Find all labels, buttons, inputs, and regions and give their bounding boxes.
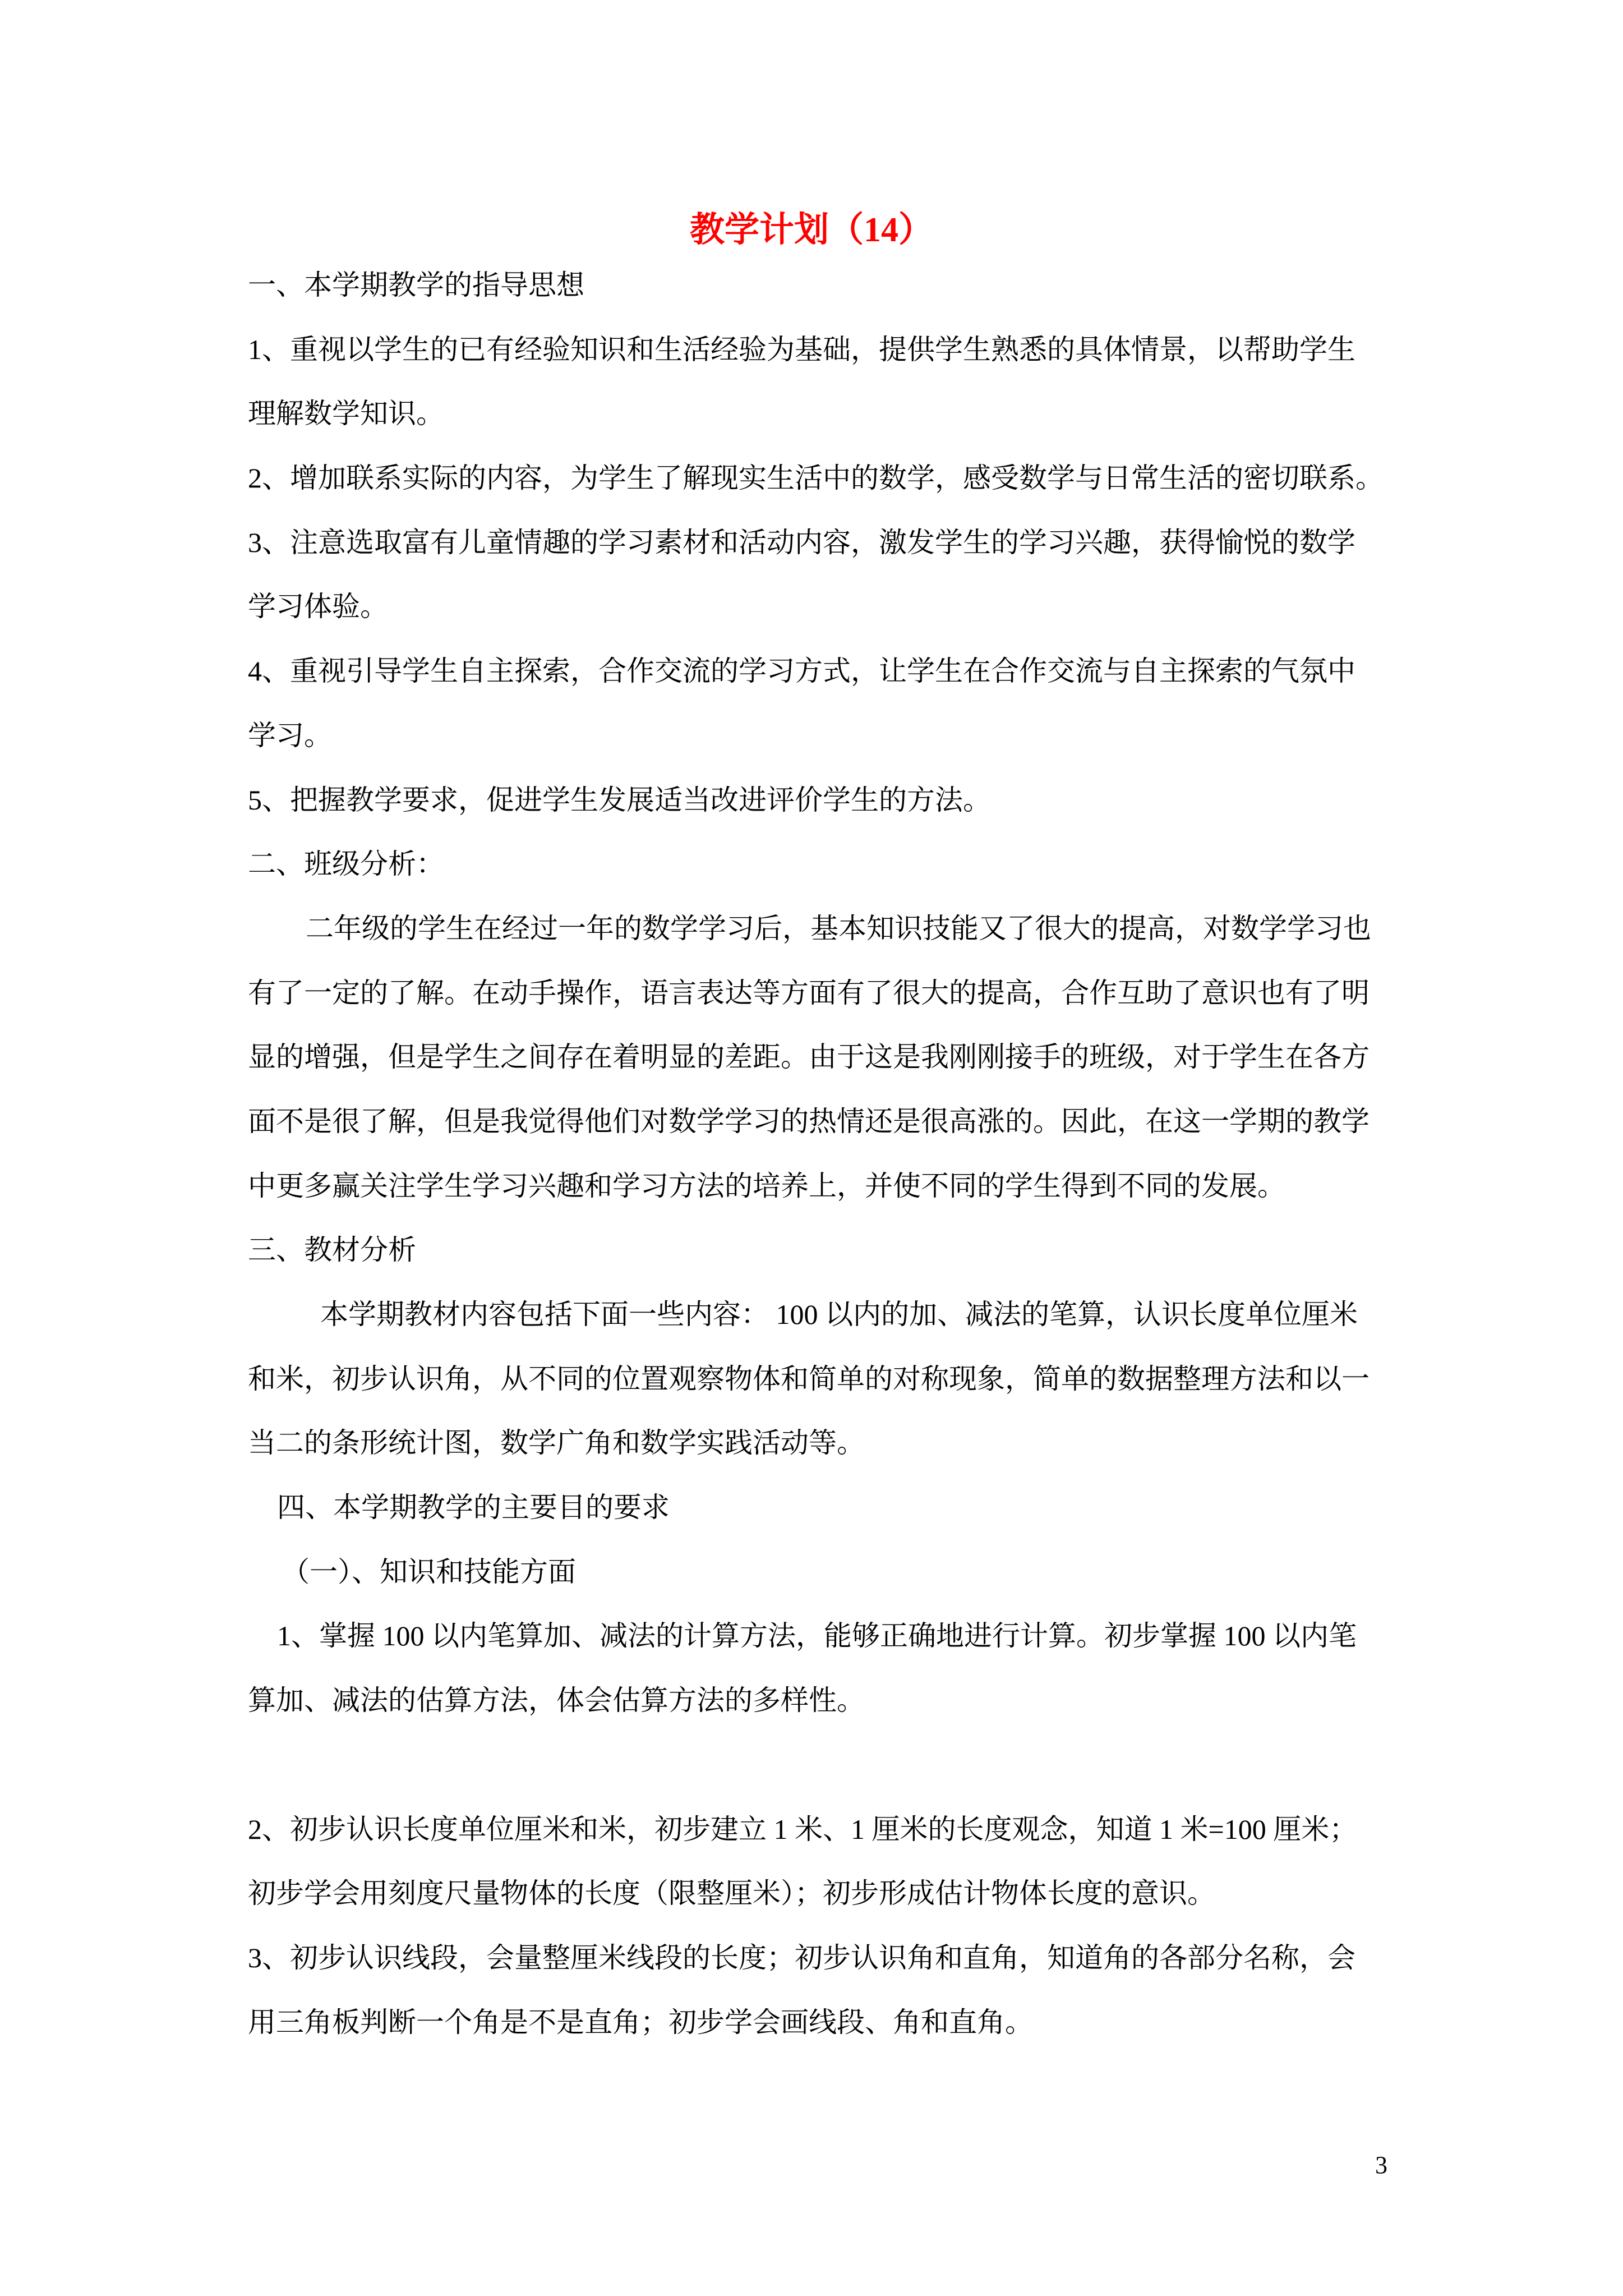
paragraph-line: 用三角板判断一个角是不是直角；初步学会画线段、角和直角。: [248, 2006, 1033, 2038]
paragraph-line: 和米，初步认识角，从不同的位置观察物体和简单的对称现象，简单的数据整理方法和以一: [248, 1363, 1370, 1395]
paragraph-line: 3、初步认识线段，会量整厘米线段的长度；初步认识角和直角，知道角的各部分名称，会: [248, 1941, 1355, 1973]
blank-line: [248, 1733, 1403, 1797]
section-heading-main-goals: 四、本学期教学的主要目的要求: [277, 1492, 670, 1524]
paragraph-line: 理解数学知识。: [248, 398, 444, 430]
paragraph-line: 2、初步认识长度单位厘米和米，初步建立 1 米、1 厘米的长度观念，知道 1 米=100 厘米；: [248, 1813, 1358, 1845]
page-number: 3: [1375, 2151, 1387, 2179]
paragraph-line: 面不是很了解，但是我觉得他们对数学学习的热情还是很高涨的。因此，在这一学期的教学: [248, 1105, 1370, 1137]
paragraph-line: 当二的条形统计图，数学广角和数学实践活动等。: [248, 1427, 865, 1459]
paragraph-line: 初步学会用刻度尺量物体的长度（限整厘米）；初步形成估计物体长度的意识。: [248, 1878, 1215, 1910]
paragraph-line: 学习体验。: [248, 591, 388, 623]
paragraph-line: 有了一定的了解。在动手操作，语言表达等方面有了很大的提高，合作互助了意识也有了明: [248, 977, 1370, 1009]
paragraph-line: 1、重视以学生的已有经验知识和生活经验为基础，提供学生熟悉的具体情景，以帮助学生: [248, 333, 1355, 365]
section-heading-class-analysis: 二、班级分析：: [248, 848, 444, 880]
document-title: 教学计划（14）: [689, 211, 933, 249]
paragraph-line: 学习。: [248, 719, 332, 751]
section-heading-textbook-analysis: 三、教材分析: [248, 1234, 416, 1266]
section-heading-guiding-ideas: 一、本学期教学的指导思想: [248, 269, 584, 301]
paragraph-line: 本学期教材内容包括下面一些内容： 100 以内的加、减法的笔算，认识长度单位厘米: [320, 1299, 1358, 1330]
paragraph-line: 4、重视引导学生自主探索，合作交流的学习方式，让学生在合作交流与自主探索的气氛中: [248, 655, 1355, 687]
paragraph-line: 3、注意选取富有儿童情趣的学习素材和活动内容，激发学生的学习兴趣，获得愉悦的数学: [248, 526, 1355, 558]
paragraph-line: 1、掌握 100 以内笔算加、减法的计算方法，能够正确地进行计算。初步掌握 100 以内笔: [277, 1620, 1357, 1652]
paragraph-line: 算加、减法的估算方法，体会估算方法的多样性。: [248, 1685, 865, 1717]
paragraph-line: 2、增加联系实际的内容，为学生了解现实生活中的数学，感受数学与日常生活的密切联系。: [248, 462, 1384, 494]
paragraph-line: 二年级的学生在经过一年的数学学习后，基本知识技能又了很大的提高，对数学学习也: [306, 912, 1371, 944]
paragraph-line: 5、把握教学要求，促进学生发展适当改进评价学生的方法。: [248, 784, 991, 816]
paragraph-line: 显的增强，但是学生之间存在着明显的差距。由于这是我刚刚接手的班级，对于学生在各方: [248, 1041, 1370, 1073]
subsection-heading-knowledge-skills: （一）、知识和技能方面: [282, 1556, 576, 1588]
document-body: [248, 253, 1403, 2054]
paragraph-line: 中更多赢关注学生学习兴趣和学习方法的培养上，并使不同的学生得到不同的发展。: [248, 1170, 1285, 1202]
